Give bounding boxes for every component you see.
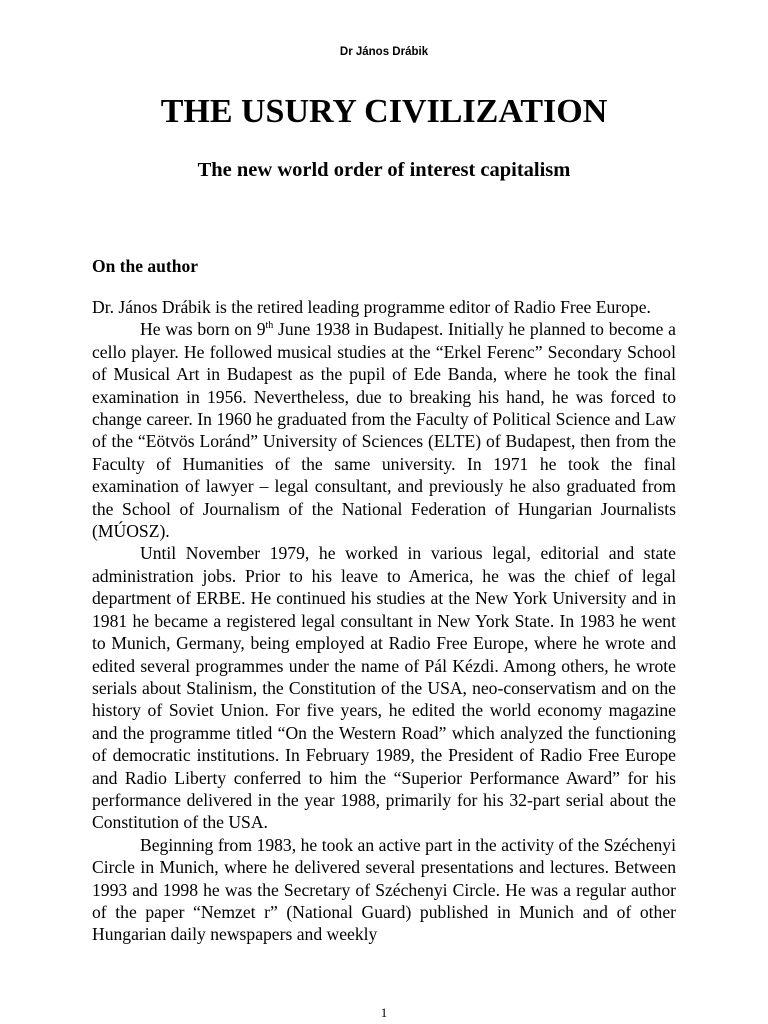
paragraph: Beginning from 1983, he took an active part in the activity of the Széchenyi Circle in Munich, where he delivered several presentations and lectures. Between 1993 and 1998 he was the Secretary of Széchenyi Circle. He was a regular author of the paper “Nemzet r” (National Guard) published in Munich and of other Hungarian daily newspapers and weekly [92, 834, 676, 945]
paragraph-text: He was born on 9 [140, 319, 266, 340]
paragraph: Dr. János Drábik is the retired leading programme editor of Radio Free Europe. [92, 297, 651, 317]
paragraph: Until November 1979, he worked in various legal, editorial and state administration jobs. Prior to his leave to America, he was the chief of legal department of ERBE. He continued his studies at the New York University and in 1981 he became a registered legal consultant in New York State. In 1983 he went to Munich, Germany, being employed at Radio Free Europe, where he wrote and edited several programmes under the name of Pál Kézdi. Among others, he wrote serials about Stalinism, the Constitution of the USA, neo-conservatism and on the history of Soviet Union. For five years, he edited the world economy magazine and the programme titled “On the Western Road” which analyzed the functioning of democratic institutions. In February 1989, the President of Radio Free Europe and Radio Liberty conferred to him the “Superior Performance Award” for his performance delivered in the year 1988, primarily for his 32-part serial about the Constitution of the USA. [92, 543, 676, 833]
ordinal-superscript: th [265, 320, 274, 332]
page-number: 1 [380, 1005, 388, 1020]
paragraph-text: June 1938 in Budapest. Initially he planned to become a cello player. He followed musical studies at the “Erkel Ferenc” Secondary School of Musical Art in Budapest as the pupil of Ede Banda, where he took the final examination in 1956. Nevertheless, due to breaking his hand, he was forced to change career. In 1960 he graduated from the Faculty of Political Science and Law of the “Eötvös Loránd” University of Sciences (ELTE) of Budapest, then from the Faculty of Humanities of the same university. In 1971 he took the final examination of lawyer – legal consultant, and previously he also graduated from the School of Journalism of the National Federation of Hungarian Journalists (MÚOSZ). [92, 319, 676, 542]
paragraph [92, 318, 676, 542]
running-head: Dr János Drábik [339, 46, 429, 58]
section-heading: On the author [92, 256, 198, 276]
document-title: THE USURY CIVILIZATION [160, 93, 608, 130]
body-text [92, 296, 676, 946]
document-subtitle: The new world order of interest capitalism [197, 159, 571, 181]
